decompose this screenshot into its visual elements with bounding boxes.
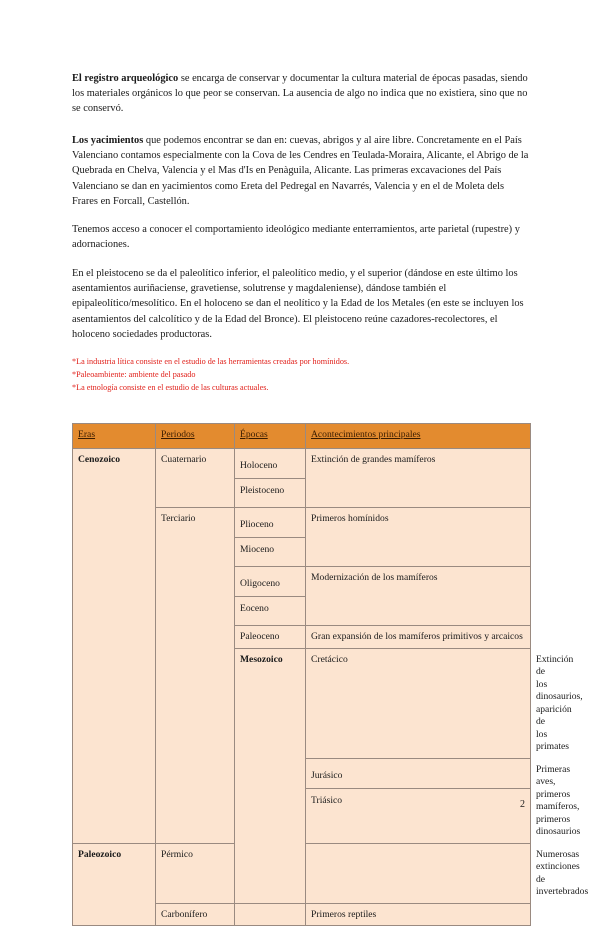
epoch-cell: [235, 449, 306, 508]
header-periodos: Periodos: [156, 424, 235, 449]
header-eras: Eras: [73, 424, 156, 449]
event-cell: Primeros reptiles: [306, 903, 531, 926]
period-cell: Cuaternario: [156, 449, 235, 508]
footnotes: [72, 355, 530, 394]
era-cell: Paleozoico: [73, 843, 156, 926]
era-cell: Cenozoico: [73, 449, 156, 844]
epoch-cell: [306, 843, 531, 903]
epoch-cell: [235, 508, 306, 567]
epoch-cell: [235, 567, 306, 626]
event-cell: Primeros homínidos: [306, 508, 531, 567]
footnote: *Paleoambiente: ambiente del pasado: [72, 370, 196, 379]
paragraph-yacimientos: [72, 133, 530, 209]
period-cell: Pérmico: [156, 843, 235, 903]
epoch: Holoceno: [240, 460, 278, 471]
paragraph-body: se encarga de conservar y documentar la cultura material de épocas pasadas, siendo los materiales orgánicos lo que peor se conservan. La ausencia de algo no indica que no existiera, sino que no se conservó.: [72, 73, 528, 115]
footnote: *La industria lítica consiste en el estudio de las herramientas creadas por homínidos.: [72, 357, 350, 366]
paragraph-body: Tenemos acceso a conocer el comportamiento ideológico mediante enterramientos, arte parietal (rupestre) y adornaciones.: [72, 224, 520, 251]
event-cell: Gran expansión de los mamíferos primitivos y arcaicos: [306, 626, 531, 649]
table-header-row: [73, 424, 531, 449]
event-cell: Extinción de grandes mamíferos: [306, 449, 531, 508]
epoch: Plioceno: [240, 519, 274, 530]
geologic-eras-table: [72, 423, 589, 926]
epoch: Mioceno: [235, 537, 305, 562]
epoch: Oligoceno: [240, 578, 280, 589]
table-row: Jurásico Triásico Primeras aves, primeros mamíferos, primeros dinosaurios: [73, 758, 531, 843]
paragraph-registro: [72, 71, 530, 117]
page-number: 2: [520, 799, 525, 810]
epoch: Pleistoceno: [235, 478, 305, 503]
paragraph-body: que podemos encontrar se dan en: cuevas, abrigos y al aire libre. Concretamente en el País Valenciano contamos especialmente con la Cova de les Cendres en Teulada-Moraira, Alicante, el Abrigo de la Quebrada en Chelva, Valencia y el Mas d'Is en Penàguila, Alicante. Las primeras excavaciones del País Valenciano se dan en yacimientos como Ereta del Pedregal en Navarrés, Valencia y en el de Moleta dels Frares en Forcall, Castellón.: [72, 135, 529, 207]
footnote: *La etnología consiste en el estudio de las culturas actuales.: [72, 383, 269, 392]
table-row: [73, 449, 531, 508]
header-acontecimientos: Acontecimientos principales: [306, 424, 531, 449]
period: Jurásico: [311, 769, 343, 781]
table-row: Paleozoico Pérmico Numerosas extinciones de invertebrados: [73, 843, 531, 903]
era-cell: Mesozoico: [235, 648, 306, 903]
paragraph-ideologico: [72, 222, 530, 252]
period: Triásico: [306, 788, 530, 813]
header-epocas: Épocas: [235, 424, 306, 449]
paragraph-body: En el pleistoceno se da el paleolítico inferior, el paleolítico medio, y el superior (dándose en este último los asentamientos auriñaciense, gravetiense, solutrense y magdaleniense), dándose también el epipaleolítico/mesolítico. En el holoceno se dan el neolítico y la Edad de los Metales (en este se incluyen los asentamientos del calcolítico y de la Edad del Bronce). El pleistoceno reúne cazadores-recolectores, el holoceno sociedades productoras.: [72, 268, 524, 340]
period-cell: Terciario: [156, 508, 235, 844]
epoch-cell: [235, 903, 306, 926]
paragraph-lead: El registro arqueológico: [72, 73, 179, 84]
event-cell: Modernización de los mamíferos: [306, 567, 531, 626]
period-cell: Cretácico: [306, 648, 531, 758]
table-row: Mesozoico Cretácico Extinción de los dinosaurios, aparición de los primates: [73, 648, 531, 758]
epoch-cell: Paleoceno: [235, 626, 306, 649]
epoch: Eoceno: [235, 596, 305, 621]
paragraph-pleistoceno: [72, 266, 530, 342]
period-cell: Carbonífero: [156, 903, 235, 926]
period-cell: [306, 758, 531, 843]
paragraph-lead: Los yacimientos: [72, 135, 144, 146]
